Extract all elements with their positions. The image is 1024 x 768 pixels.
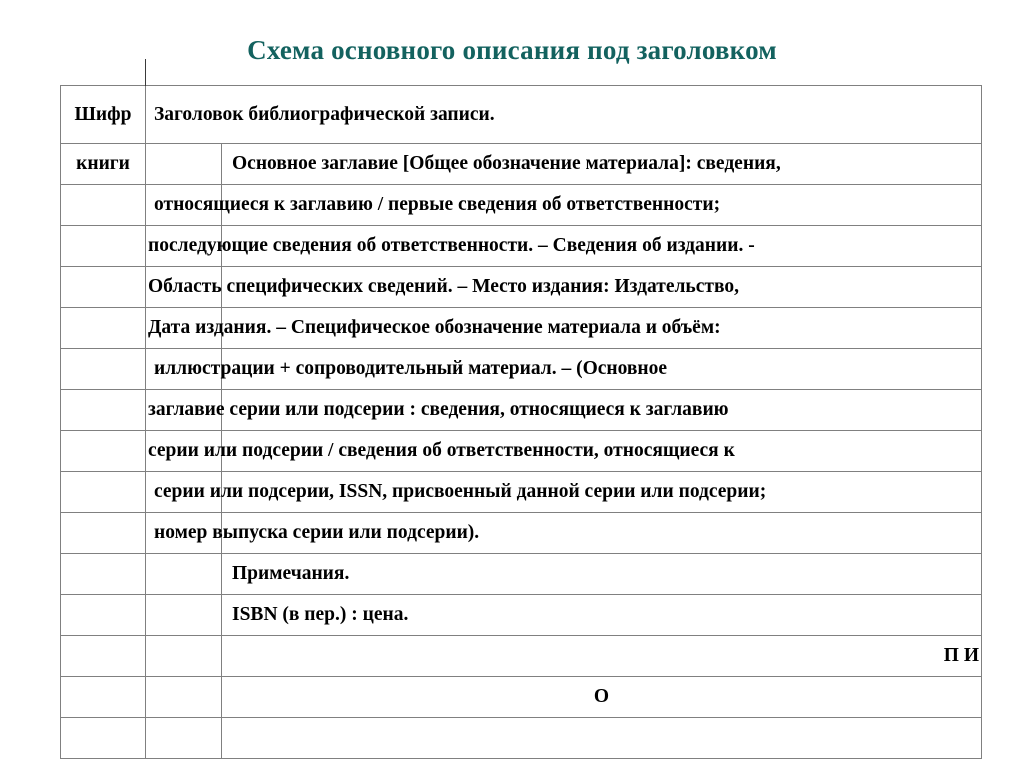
table-row	[61, 349, 982, 390]
table-row	[61, 185, 982, 226]
cell-text	[154, 472, 982, 513]
table-row	[61, 431, 982, 472]
cell-code: Шифр	[61, 86, 146, 144]
cell-text: П И	[222, 636, 982, 677]
cell-text	[222, 718, 982, 759]
cell-text	[148, 390, 982, 431]
cell-text	[154, 513, 982, 554]
table-row	[61, 677, 982, 718]
table-row	[61, 636, 982, 677]
table-row	[61, 513, 982, 554]
cell-text-value: Основное заглавие [Общее обозначение материала]: сведения,	[232, 153, 781, 174]
cell-code	[61, 308, 146, 349]
cell-code	[61, 185, 146, 226]
cell-code	[61, 718, 146, 759]
cell-text	[222, 144, 982, 185]
table-row	[61, 390, 982, 431]
cell-code	[61, 390, 146, 431]
table-row	[61, 267, 982, 308]
cell-text-value: ISBN (в пер.) : цена.	[232, 604, 409, 625]
cell-spacer	[146, 718, 222, 759]
cell-text	[154, 185, 982, 226]
cell-text	[148, 308, 982, 349]
table-row	[61, 595, 982, 636]
scheme-table-container	[60, 85, 981, 759]
cell-code	[61, 677, 146, 718]
cell-spacer	[146, 554, 222, 595]
cell-code	[61, 595, 146, 636]
cell-text-value: серии или подсерии / сведения об ответственности, относящиеся к	[148, 440, 735, 461]
page-title: Схема основного описания под заголовком	[247, 35, 777, 65]
cell-code	[61, 554, 146, 595]
cell-code	[61, 267, 146, 308]
cell-code: книги	[61, 144, 146, 185]
cell-text-value: Примечания.	[232, 563, 350, 584]
scheme-table-body	[61, 86, 982, 759]
table-row	[61, 226, 982, 267]
cell-text-value: последующие сведения об ответственности. – Сведения об издании. -	[148, 235, 755, 256]
cell-code	[61, 431, 146, 472]
cell-text-value: заглавие серии или подсерии : сведения, относящиеся к заглавию	[148, 399, 729, 420]
cell-text-value: относящиеся к заглавию / первые сведения об ответственности;	[154, 194, 721, 215]
table-row	[61, 86, 982, 144]
cell-text-value: Заголовок библиографической записи.	[154, 103, 495, 125]
cell-text-value: Область специфических сведений. – Место издания: Издательство,	[148, 276, 739, 297]
table-row	[61, 308, 982, 349]
cell-spacer	[146, 677, 222, 718]
column-divider-riser	[145, 59, 146, 86]
cell-text-value: Дата издания. – Специфическое обозначение материала и объём:	[148, 317, 721, 338]
cell-spacer	[146, 144, 222, 185]
table-row	[61, 554, 982, 595]
cell-text	[148, 226, 982, 267]
table-row	[61, 472, 982, 513]
cell-text	[148, 431, 982, 472]
cell-code	[61, 472, 146, 513]
scheme-table	[60, 85, 982, 759]
cell-text: О	[222, 677, 982, 718]
cell-text	[154, 349, 982, 390]
cell-text-value: серии или подсерии, ISSN, присвоенный данной серии или подсерии;	[154, 481, 767, 502]
cell-spacer	[146, 595, 222, 636]
cell-code	[61, 349, 146, 390]
table-row	[61, 144, 982, 185]
cell-text	[148, 267, 982, 308]
table-row	[61, 718, 982, 759]
cell-text-value: иллюстрации + сопроводительный материал. – (Основное	[154, 358, 668, 379]
cell-spacer	[146, 636, 222, 677]
cell-text-value: номер выпуска серии или подсерии).	[154, 522, 480, 543]
cell-text	[222, 554, 982, 595]
cell-code	[61, 636, 146, 677]
cell-code	[61, 513, 146, 554]
cell-text	[222, 595, 982, 636]
cell-text	[146, 86, 982, 144]
cell-code	[61, 226, 146, 267]
